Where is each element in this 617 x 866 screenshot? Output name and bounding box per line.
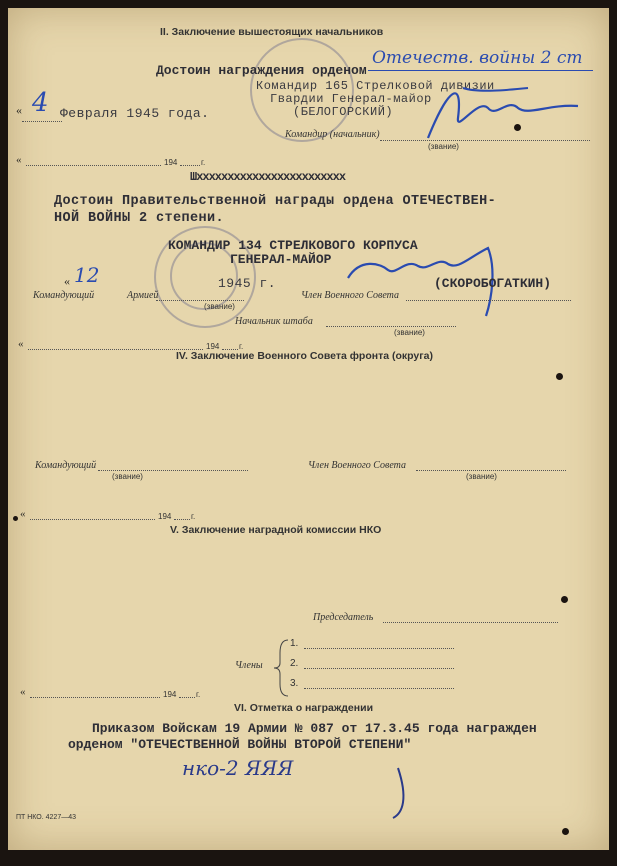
date-month-year: Февраля 1945 года.: [60, 106, 210, 121]
year-g-2: г.: [239, 342, 244, 351]
year-line-4b: [179, 697, 195, 698]
handwritten-award-note: Отечеств. войны 2 ст: [372, 48, 583, 68]
corps-commander-line-2: ГЕНЕРАЛ-МАЙОР: [230, 252, 332, 267]
year-194-3: 194: [158, 512, 172, 521]
chief-of-staff-label: Начальник штаба: [235, 316, 313, 327]
council-member-line: [406, 300, 571, 301]
member-3-line: [304, 688, 454, 689]
army-commander-label: Командующий: [33, 290, 95, 301]
member-2-line: [304, 668, 454, 669]
date-day-line: [22, 121, 62, 122]
section-5-heading: V. Заключение наградной комиссии НКО: [170, 524, 382, 536]
section-2-typed-line-2: Командир 165 Стрелковой дивизии: [256, 79, 495, 93]
registration-signature-stroke: [8, 8, 9, 9]
chairman-line: [383, 622, 558, 623]
front-commander-label: Командующий: [35, 460, 97, 471]
chief-rank-label: (звание): [394, 328, 425, 337]
corps-date-day: 12: [74, 263, 100, 287]
year-line-1: [26, 165, 161, 166]
front-council-line: [416, 470, 566, 471]
member-1: 1.: [290, 638, 299, 649]
year-line-quote: «: [16, 154, 22, 166]
corps-date-year: 1945 г.: [218, 276, 277, 291]
year-g-4: г.: [196, 690, 201, 699]
verdict-line-2: НОЙ ВОЙНЫ 2 степени.: [54, 211, 225, 226]
hole-4: [562, 828, 569, 835]
front-council-label: Член Военного Совета: [308, 460, 406, 471]
handwritten-registration-note: нко-2 ЯЯЯ: [182, 756, 294, 780]
front-commander-line: [98, 470, 248, 471]
year-line-4: [30, 697, 160, 698]
council-member-label: Член Военного Совета: [301, 290, 399, 301]
award-sheet-page: [8, 8, 609, 850]
commander-label: Командир (начальник): [285, 129, 380, 140]
crossed-out-line: Шxxxxxxxxxxxxxxxxxxxxxxxx: [190, 170, 346, 184]
date-open-quote: «: [16, 103, 22, 117]
chairman-label: Председатель: [313, 612, 374, 623]
member-3: 3.: [290, 678, 299, 689]
hole-2: [556, 373, 563, 380]
year-line-3b: [174, 519, 190, 520]
year-line-1b: [180, 165, 200, 166]
year-line-quote-3: «: [20, 508, 26, 520]
hole-1: [514, 124, 521, 131]
order-line-2: орденом "ОТЕЧЕСТВЕННОЙ ВОЙНЫ ВТОРОЙ СТЕПЕНИ": [68, 737, 412, 752]
chief-of-staff-line: [326, 326, 456, 327]
print-code: ПТ НКО. 4227—43: [16, 814, 76, 821]
army-rank-label: (звание): [204, 302, 235, 311]
member-2: 2.: [290, 658, 299, 669]
army-label: Армией: [127, 290, 159, 301]
section-2-heading: II. Заключение вышестоящих начальников: [160, 26, 384, 38]
year-line-3: [30, 519, 155, 520]
section-2-typed-line-3: Гвардии Генерал-майор: [270, 92, 432, 106]
hole-5: [13, 516, 18, 521]
verdict-line-1: Достоин Правительственной награды ордена ОТЕЧЕСТВЕН-: [54, 194, 497, 209]
commander-signature-line: [380, 140, 590, 141]
hole-3: [561, 596, 568, 603]
year-g-1: г.: [201, 158, 206, 167]
section-4-heading: IV. Заключение Военного Совета фронта (округа): [176, 350, 433, 362]
year-line-quote-2: «: [18, 338, 24, 350]
members-label: Члены: [235, 660, 263, 671]
year-line-quote-4: «: [20, 686, 26, 698]
army-line: [156, 300, 244, 301]
section-6-heading: VI. Отметка о награждении: [234, 702, 374, 714]
section-2-typed-line-1: Достоин награждения орденом: [156, 63, 367, 78]
member-1-line: [304, 648, 454, 649]
crossed-out-prefix: Ш: [190, 170, 197, 184]
corps-commander-line-1: КОМАНДИР 134 СТРЕЛКОВОГО КОРПУСА: [168, 238, 418, 253]
front-council-rank: (звание): [466, 472, 497, 481]
front-commander-rank: (звание): [112, 472, 143, 481]
year-194-2: 194: [206, 342, 220, 351]
note-underline: [368, 70, 593, 71]
commander-rank-label: (звание): [428, 142, 459, 151]
date-day-handwritten: 4: [32, 88, 49, 118]
year-g-3: г.: [191, 512, 196, 521]
corps-date-quote: «: [64, 274, 70, 288]
section-2-typed-line-4: (БЕЛОГОРСКИЙ): [293, 105, 394, 119]
year-194-1: 194: [164, 158, 178, 167]
order-line-1: Приказом Войскам 19 Армии № 087 от 17.3.45 года награжден: [92, 721, 537, 736]
year-194-4: 194: [163, 690, 177, 699]
corps-commander-name: (СКОРОБОГАТКИН): [434, 276, 552, 291]
